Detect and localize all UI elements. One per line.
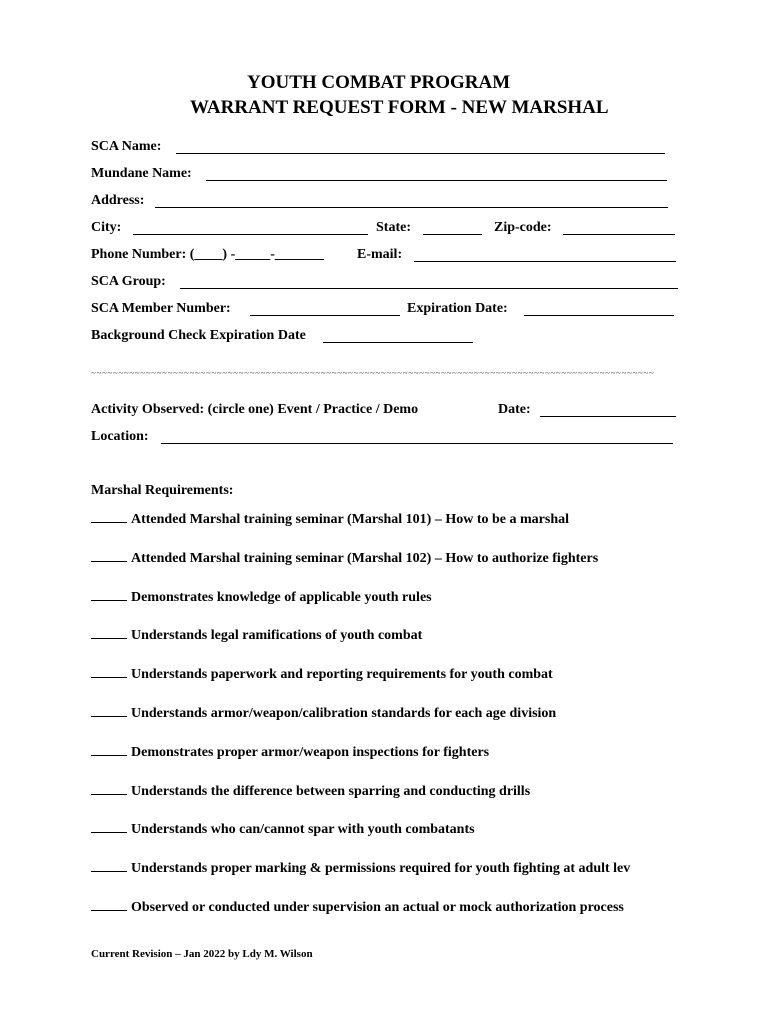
sca-name-field[interactable]: [176, 153, 665, 154]
sca-name-label: SCA Name:: [91, 139, 162, 154]
requirement-item: [91, 859, 630, 877]
form-title-line2: WARRANT REQUEST FORM - NEW MARSHAL: [190, 97, 609, 118]
requirement-checkoff-blank[interactable]: [91, 898, 127, 911]
requirement-item: [91, 704, 556, 722]
tilde-separator: ~~~~~~~~~~~~~~~~~~~~~~~~~~~~~~~~~~~~~~~~~~~~~~~~~~~~~~~~~~~~~~~~~~~~~~~~~~~~~~~~~~~~~~~~~~~~~~~~~~~~~~~: [91, 368, 655, 378]
requirement-item: [91, 510, 569, 528]
location-field[interactable]: [161, 443, 673, 444]
requirement-text: Attended Marshal training seminar (Marshal 101) – How to be a marshal: [131, 512, 569, 527]
requirement-checkoff-blank[interactable]: [91, 704, 127, 717]
requirement-text: Demonstrates knowledge of applicable youth rules: [131, 590, 432, 605]
sca-group-field[interactable]: [180, 288, 678, 289]
requirement-checkoff-blank[interactable]: [91, 782, 127, 795]
requirement-text: Understands the difference between sparring and conducting drills: [131, 784, 531, 799]
requirement-text: Observed or conducted under supervision an actual or mock authorization process: [131, 900, 624, 915]
requirement-text: Understands legal ramifications of youth combat: [131, 628, 423, 643]
form-title-line1: YOUTH COMBAT PROGRAM: [247, 72, 511, 93]
revision-footer: Current Revision – Jan 2022 by Ldy M. Wilson: [91, 948, 313, 960]
requirement-item: [91, 898, 624, 916]
activity-observed-label: Activity Observed: (circle one) Event / Practice / Demo: [91, 402, 419, 417]
expiration-date-field[interactable]: [524, 315, 674, 316]
requirements-heading: Marshal Requirements:: [91, 483, 234, 498]
email-label: E-mail:: [357, 247, 403, 262]
requirement-checkoff-blank[interactable]: [91, 859, 127, 872]
email-field[interactable]: [414, 261, 676, 262]
requirement-text: Understands proper marking & permissions required for youth fighting at adult lev: [131, 861, 631, 876]
state-field[interactable]: [423, 234, 482, 235]
requirement-checkoff-blank[interactable]: [91, 743, 127, 756]
requirement-item: [91, 626, 422, 644]
requirement-item: [91, 665, 553, 683]
activity-date-label: Date:: [498, 402, 531, 417]
background-check-field[interactable]: [323, 342, 473, 343]
city-label: City:: [91, 220, 122, 235]
address-field[interactable]: [155, 207, 668, 208]
background-check-label: Background Check Expiration Date: [91, 328, 306, 343]
member-number-label: SCA Member Number:: [91, 301, 231, 316]
address-label: Address:: [91, 193, 145, 208]
state-label: State:: [376, 220, 411, 235]
requirement-checkoff-blank[interactable]: [91, 549, 127, 562]
mundane-name-field[interactable]: [206, 180, 667, 181]
member-number-field[interactable]: [250, 315, 400, 316]
zip-field[interactable]: [563, 234, 675, 235]
requirement-item: [91, 549, 598, 567]
requirement-checkoff-blank[interactable]: [91, 820, 127, 833]
requirement-text: Understands armor/weapon/calibration standards for each age division: [131, 706, 557, 721]
requirement-checkoff-blank[interactable]: [91, 510, 127, 523]
activity-date-field[interactable]: [540, 416, 676, 417]
requirement-text: Demonstrates proper armor/weapon inspections for fighters: [131, 745, 490, 760]
requirement-item: [91, 588, 432, 606]
requirement-text: Attended Marshal training seminar (Marshal 102) – How to authorize fighters: [131, 551, 599, 566]
requirement-item: [91, 782, 530, 800]
requirement-item: [91, 820, 475, 838]
city-field[interactable]: [133, 234, 368, 235]
zip-label: Zip-code:: [494, 220, 552, 235]
requirement-checkoff-blank[interactable]: [91, 626, 127, 639]
requirement-item: [91, 743, 489, 761]
expiration-date-label: Expiration Date:: [407, 301, 508, 316]
requirement-text: Understands paperwork and reporting requirements for youth combat: [131, 667, 553, 682]
mundane-name-label: Mundane Name:: [91, 166, 192, 181]
location-label: Location:: [91, 429, 149, 444]
requirement-checkoff-blank[interactable]: [91, 588, 127, 601]
sca-group-label: SCA Group:: [91, 274, 166, 289]
phone-number-field[interactable]: Phone Number: (____) -_____-_______: [91, 247, 324, 262]
requirement-text: Understands who can/cannot spar with youth combatants: [131, 822, 475, 837]
requirement-checkoff-blank[interactable]: [91, 665, 127, 678]
